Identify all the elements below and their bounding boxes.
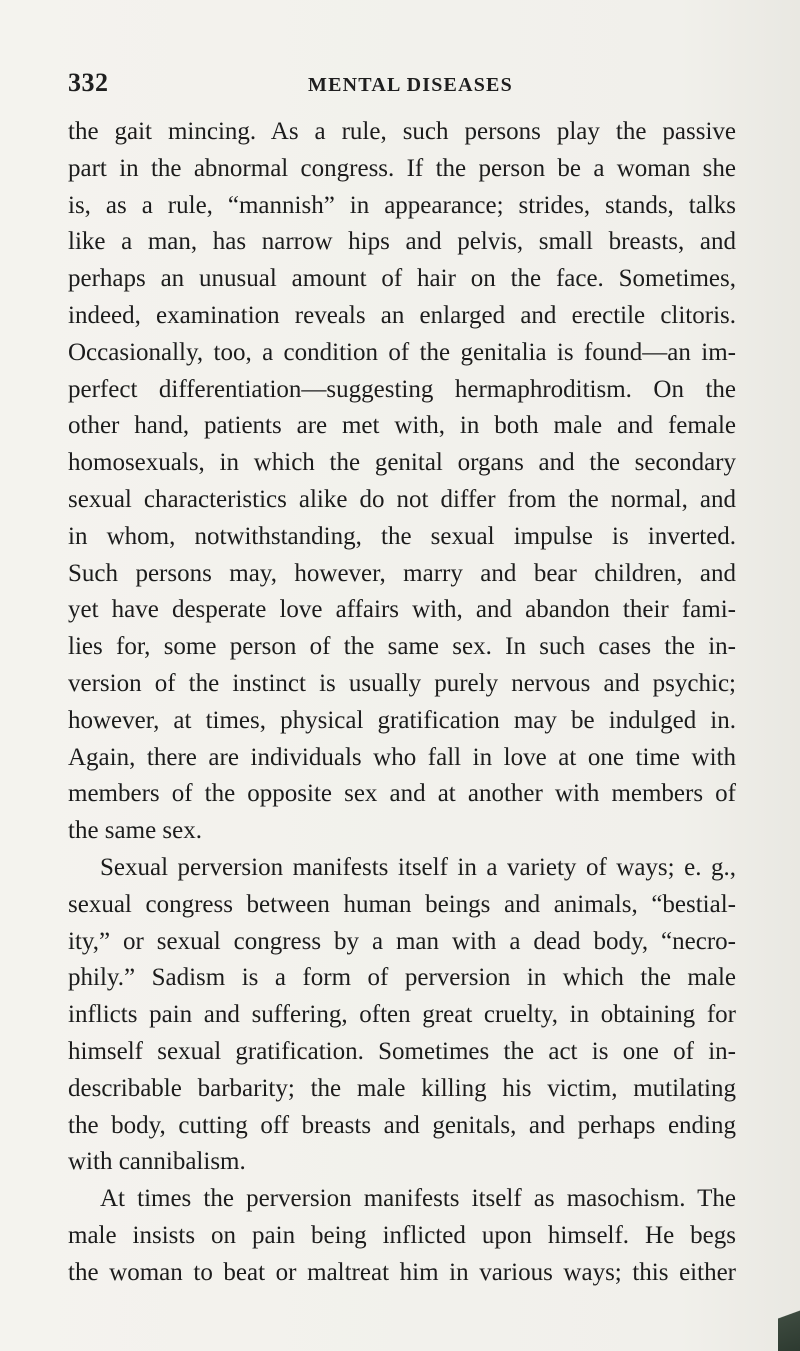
paragraph-start-line: At times the perversion manifests itself as masochism. The <box>100 1185 736 1213</box>
text-line: Again, there are individuals who fall in love at one time with <box>68 743 736 771</box>
text-line: inflicts pain and suffering, often great cruelty, in obtaining for <box>68 1001 736 1029</box>
text-line: indeed, examination reveals an enlarged and erectile clitoris. <box>68 301 736 329</box>
text-line: is, as a rule, “mannish” in appearance; strides, stands, talks <box>68 191 736 219</box>
text-line: male insists on pain being inflicted upon himself. He begs <box>68 1221 736 1249</box>
running-title: MENTAL DISEASES <box>308 74 513 96</box>
text-line: sexual congress between human beings and animals, “bestial- <box>68 890 736 918</box>
page-number: 332 <box>68 68 109 97</box>
text-line: version of the instinct is usually purely nervous and psychic; <box>68 669 736 697</box>
text-line: Occasionally, too, a condition of the genitalia is found—an im- <box>68 338 736 366</box>
paragraph-end-line: with cannibalism. <box>68 1148 246 1176</box>
text-line: the gait mincing. As a rule, such persons play the passive <box>68 118 736 145</box>
text-line: sexual characteristics alike do not differ from the normal, and <box>68 485 736 513</box>
text-line: like a man, has narrow hips and pelvis, small breasts, and <box>68 228 736 256</box>
body-text <box>68 114 736 1292</box>
paragraph-end-line: the same sex. <box>68 817 202 845</box>
text-line: part in the abnormal congress. If the person be a woman she <box>68 154 736 182</box>
text-line: members of the opposite sex and at another with members of <box>68 780 736 808</box>
text-line: perhaps an unusual amount of hair on the face. Sometimes, <box>68 265 736 293</box>
page-corner-shadow <box>778 1291 800 1351</box>
text-line: the woman to beat or maltreat him in various ways; this either <box>68 1258 736 1286</box>
text-line: describable barbarity; the male killing his victim, mutilating <box>68 1074 736 1102</box>
page-header <box>68 68 736 102</box>
text-line: in whom, notwithstanding, the sexual impulse is inverted. <box>68 522 736 550</box>
text-line: himself sexual gratification. Sometimes the act is one of in- <box>68 1037 736 1065</box>
text-line: Such persons may, however, marry and bear children, and <box>68 559 736 587</box>
text-line: other hand, patients are met with, in both male and female <box>68 412 736 440</box>
text-line: however, at times, physical gratification may be indulged in. <box>68 706 736 734</box>
text-line: the body, cutting off breasts and genitals, and perhaps ending <box>68 1111 736 1139</box>
paragraph-start-line: Sexual perversion manifests itself in a variety of ways; e. g., <box>100 853 736 881</box>
text-line: ity,” or sexual congress by a man with a dead body, “necro- <box>68 927 736 955</box>
text-line: perfect differentiation—suggesting hermaphroditism. On the <box>68 375 736 403</box>
text-line: yet have desperate love affairs with, and abandon their fami- <box>68 596 736 624</box>
text-line: lies for, some person of the same sex. In such cases the in- <box>68 633 736 661</box>
text-line: phily.” Sadism is a form of perversion in which the male <box>68 964 736 992</box>
text-line: homosexuals, in which the genital organs and the secondary <box>68 449 736 477</box>
